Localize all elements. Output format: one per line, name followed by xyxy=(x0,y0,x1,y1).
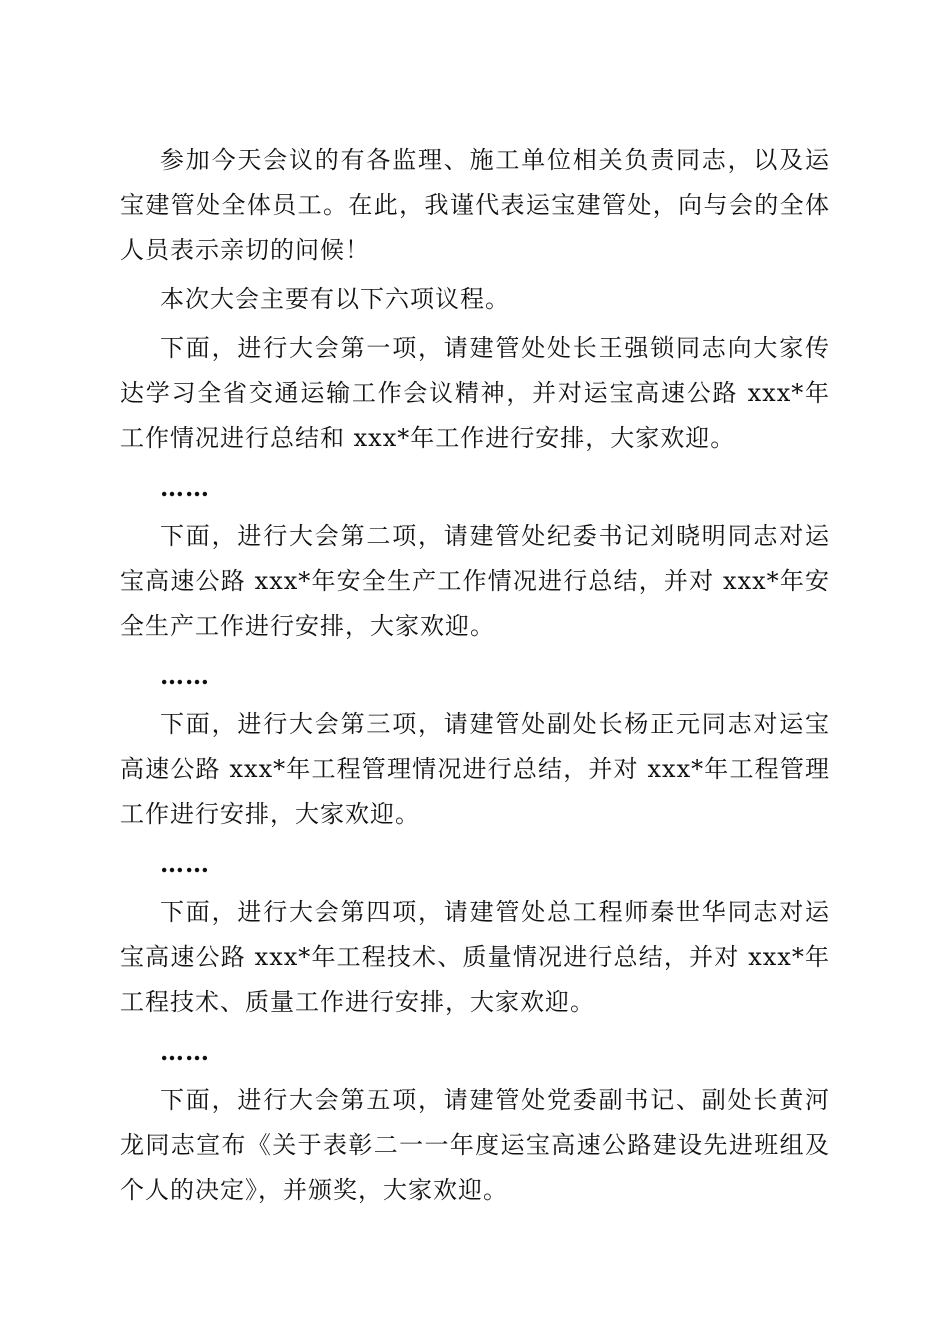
ellipsis-2: …… xyxy=(160,661,210,690)
ellipsis-3: …… xyxy=(160,849,210,878)
paragraph-agenda-item-1: 下面，进行大会第一项，请建管处处长王强锁同志向大家传达学习全省交通运输工作会议精神，并对运宝高速公路 xxx*年工作情况进行总结和 xxx*年工作进行安排，大家欢迎。 xyxy=(120,334,830,452)
ellipsis-1: …… xyxy=(160,473,210,502)
paragraph-attendees: 参加今天会议的有各监理、施工单位相关负责同志，以及运宝建管处全体员工。在此，我谨代表运宝建管处，向与会的全体人员表示亲切的问候！ xyxy=(120,146,830,264)
paragraph-agenda-item-4: 下面，进行大会第四项，请建管处总工程师秦世华同志对运宝高速公路 xxx*年工程技术、质量情况进行总结，并对 xxx*年工程技术、质量工作进行安排，大家欢迎。 xyxy=(120,898,830,1016)
ellipsis-4: …… xyxy=(160,1037,210,1066)
paragraph-agenda-intro: 本次大会主要有以下六项议程。 xyxy=(160,285,510,313)
paragraph-agenda-item-2: 下面，进行大会第二项，请建管处纪委书记刘晓明同志对运宝高速公路 xxx*年安全生产工作情况进行总结，并对 xxx*年安全生产工作进行安排，大家欢迎。 xyxy=(120,522,830,640)
paragraph-agenda-item-3: 下面，进行大会第三项，请建管处副处长杨正元同志对运宝高速公路 xxx*年工程管理情况进行总结，并对 xxx*年工程管理工作进行安排，大家欢迎。 xyxy=(120,710,830,828)
paragraph-agenda-item-5: 下面，进行大会第五项，请建管处党委副书记、副处长黄河龙同志宣布《关于表彰二一一年度运宝高速公路建设先进班组及个人的决定》，并颁奖，大家欢迎。 xyxy=(120,1086,830,1204)
document-body xyxy=(120,138,830,1217)
